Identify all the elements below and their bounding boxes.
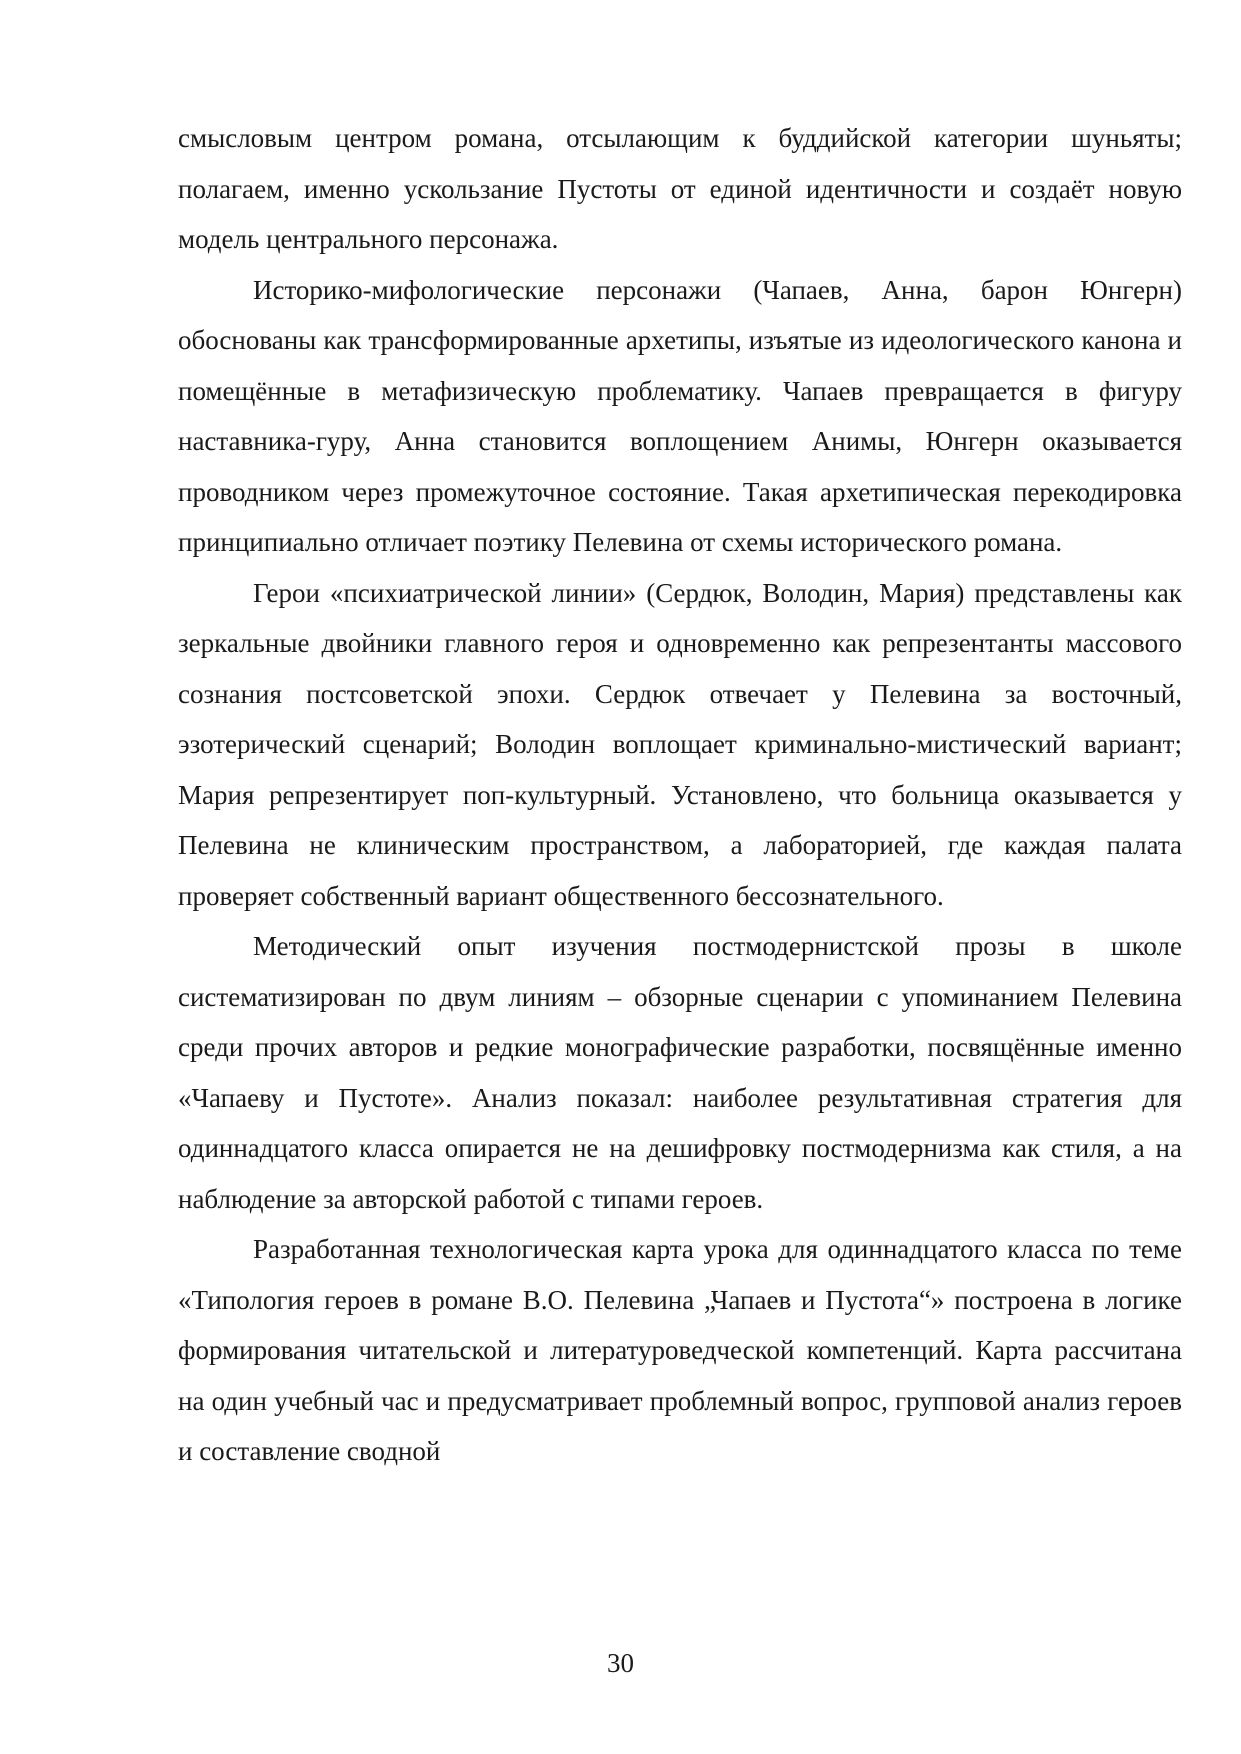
paragraph-1: смысловым центром романа, отсылающим к буддийской категории шуньяты; полагаем, именно ускользание Пустоты от единой идентичности и создаёт новую модель центрального персонажа. [178, 123, 1182, 254]
paragraph-3: Герои «психиатрической линии» (Сердюк, Володин, Мария) представлены как зеркальные двойники главного героя и одновременно как репрезентанты массового сознания постсоветской эпохи. Сердюк отвечает у Пелевина за восточный, эзотерический сценарий; Володин воплощает криминально-мистический вариант; Мария репрезентирует поп-культурный. Установлено, что больница оказывается у Пелевина не клиническим пространством, а лабораторией, где каждая палата проверяет собственный вариант общественного бессознательного. [178, 577, 1182, 911]
paragraph-2: Историко-мифологические персонажи (Чапаев, Анна, барон Юнгерн) обоснованы как трансформированные архетипы, изъятые из идеологического канона и помещённые в метафизическую проблематику. Чапаев превращается в фигуру наставника-гуру, Анна становится воплощением Анимы, Юнгерн оказывается проводником через промежуточное состояние. Такая архетипическая перекодировка принципиально отличает поэтику Пелевина от схемы исторического романа. [178, 274, 1182, 557]
body-text [178, 113, 1182, 1477]
page-number: 30 [607, 1648, 634, 1678]
paragraph-5: Разработанная технологическая карта урока для одиннадцатого класса по теме «Типология героев в романе В.О. Пелевина „Чапаев и Пустота“» построена в логике формирования читательской и литературоведческой компетенций. Карта рассчитана на один учебный час и предусматривает проблемный вопрос, групповой анализ героев и составление сводной [178, 1234, 1182, 1466]
paragraph-4: Методический опыт изучения постмодернистской прозы в школе систематизирован по двум линиям – обзорные сценарии с упоминанием Пелевина среди прочих авторов и редкие монографические разработки, посвящённые именно «Чапаеву и Пустоте». Анализ показал: наиболее результативная стратегия для одиннадцатого класса опирается не на дешифровку постмодернизма как стиля, а на наблюдение за авторской работой с типами героев. [178, 931, 1182, 1214]
